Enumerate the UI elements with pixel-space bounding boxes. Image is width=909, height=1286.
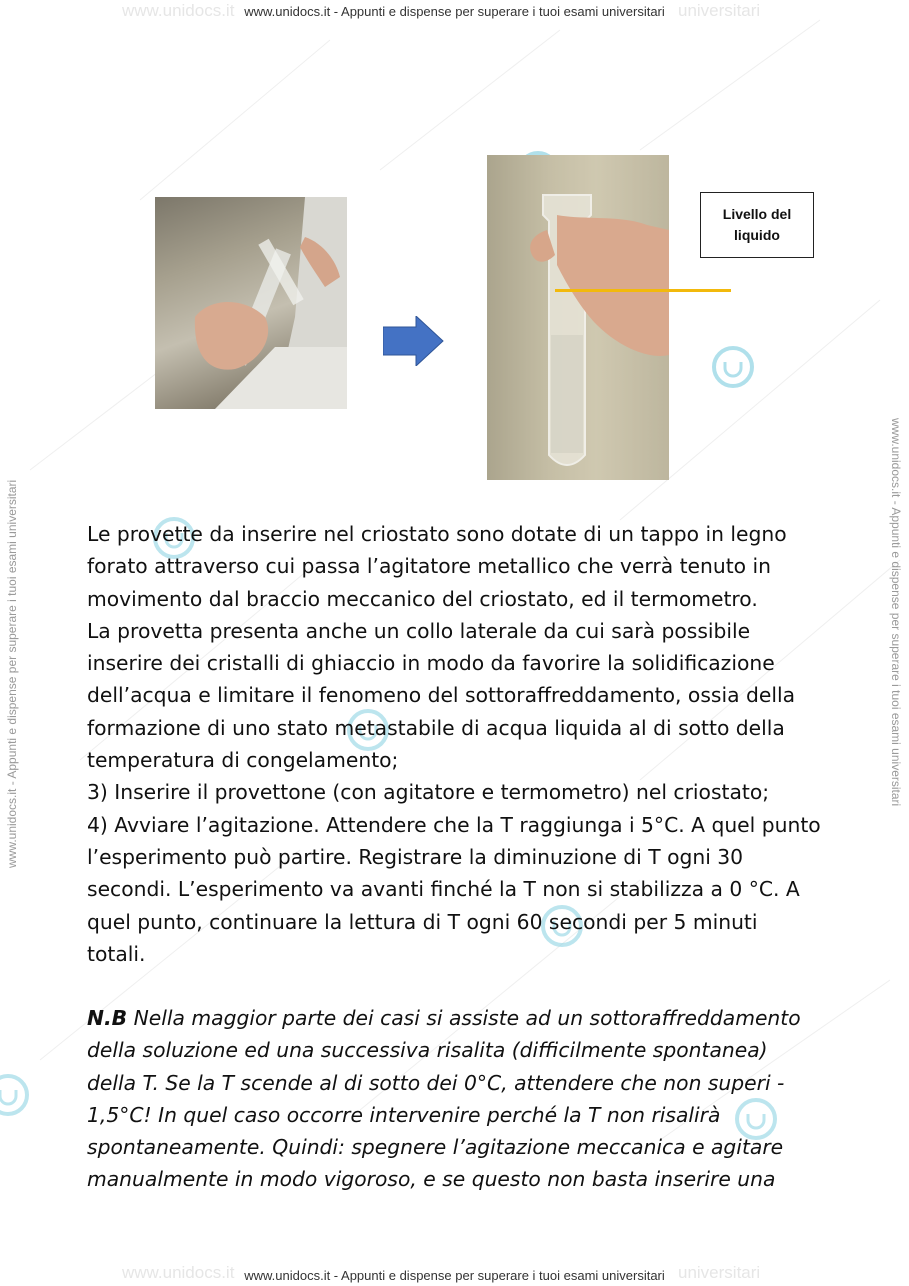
liquid-level-label xyxy=(700,192,814,258)
photo-hand-with-test-tube xyxy=(155,197,347,409)
ghost-watermark: www.unidocs.it xyxy=(122,1263,235,1282)
liquid-level-line xyxy=(555,289,731,292)
ghost-watermark: universitari xyxy=(678,1263,761,1282)
body-paragraph: Le provette da inserire nel criostato sono dotate di un tappo in legno forato attraverso cui passa l’agitatore metallico che verrà tenuto in movimento dal braccio meccanico del criostato, ed il termometro. La provetta presenta anche un collo laterale da cui sarà possibile inserire dei cristalli di ghiaccio in modo da favorire la solidificazione dell’acqua e limitare il fenomeno del sottoraffreddamento, ossia della formazione di uno stato metastabile di acqua liquida al di sotto della temperatura di congelamento; 3) Inserire il provettone (con agitatore e termometro) nel criostato; 4) Avviare l’agitazione. Attendere che la T raggiunga i 5°C. A quel punto l’esperimento può partire. Registrare la diminuzione di T ogni 30 secondi. L’esperimento va avanti finché la T non si stabilizza a 0 °C. A quel punto, continuare la lettura di T ogni 60 secondi per 5 minuti totali. xyxy=(87,522,821,966)
ghost-watermark: www.unidocs.it xyxy=(122,1,235,20)
ghost-watermark: universitari xyxy=(678,1,761,20)
unidocs-logo-icon xyxy=(711,345,755,389)
label-line: liquido xyxy=(734,227,780,243)
note-paragraph xyxy=(87,1002,827,1196)
page-header: www.unidocs.it - Appunti e dispense per superare i tuoi esami universitari xyxy=(244,4,665,19)
right-arrow-icon xyxy=(383,316,445,366)
photo-test-tube-liquid-level xyxy=(487,155,669,480)
side-watermark-right: www.unidocs.it - Appunti e dispense per superare i tuoi esami universitari xyxy=(889,418,903,807)
note-text: Nella maggior parte dei casi si assiste ad un sottoraffreddamento della soluzione ed una successiva risalita (difficilmente spontanea) della T. Se la T scende al di sotto dei 0°C, attendere che non superi - 1,5°C! In quel caso occorre intervenire perché la T non risalirà spontaneamente. Quindi: spegnere l’agitazione meccanica e agitare manualmente in modo vigoroso, e se questo non basta inserire una xyxy=(87,1006,801,1192)
label-line: Livello del xyxy=(722,206,792,222)
note-label: N.B xyxy=(87,1006,128,1030)
unidocs-logo-icon xyxy=(0,1073,30,1117)
side-watermark-left: www.unidocs.it - Appunti e dispense per superare i tuoi esami universitari xyxy=(5,479,19,868)
page-footer: www.unidocs.it - Appunti e dispense per superare i tuoi esami universitari xyxy=(244,1268,665,1283)
